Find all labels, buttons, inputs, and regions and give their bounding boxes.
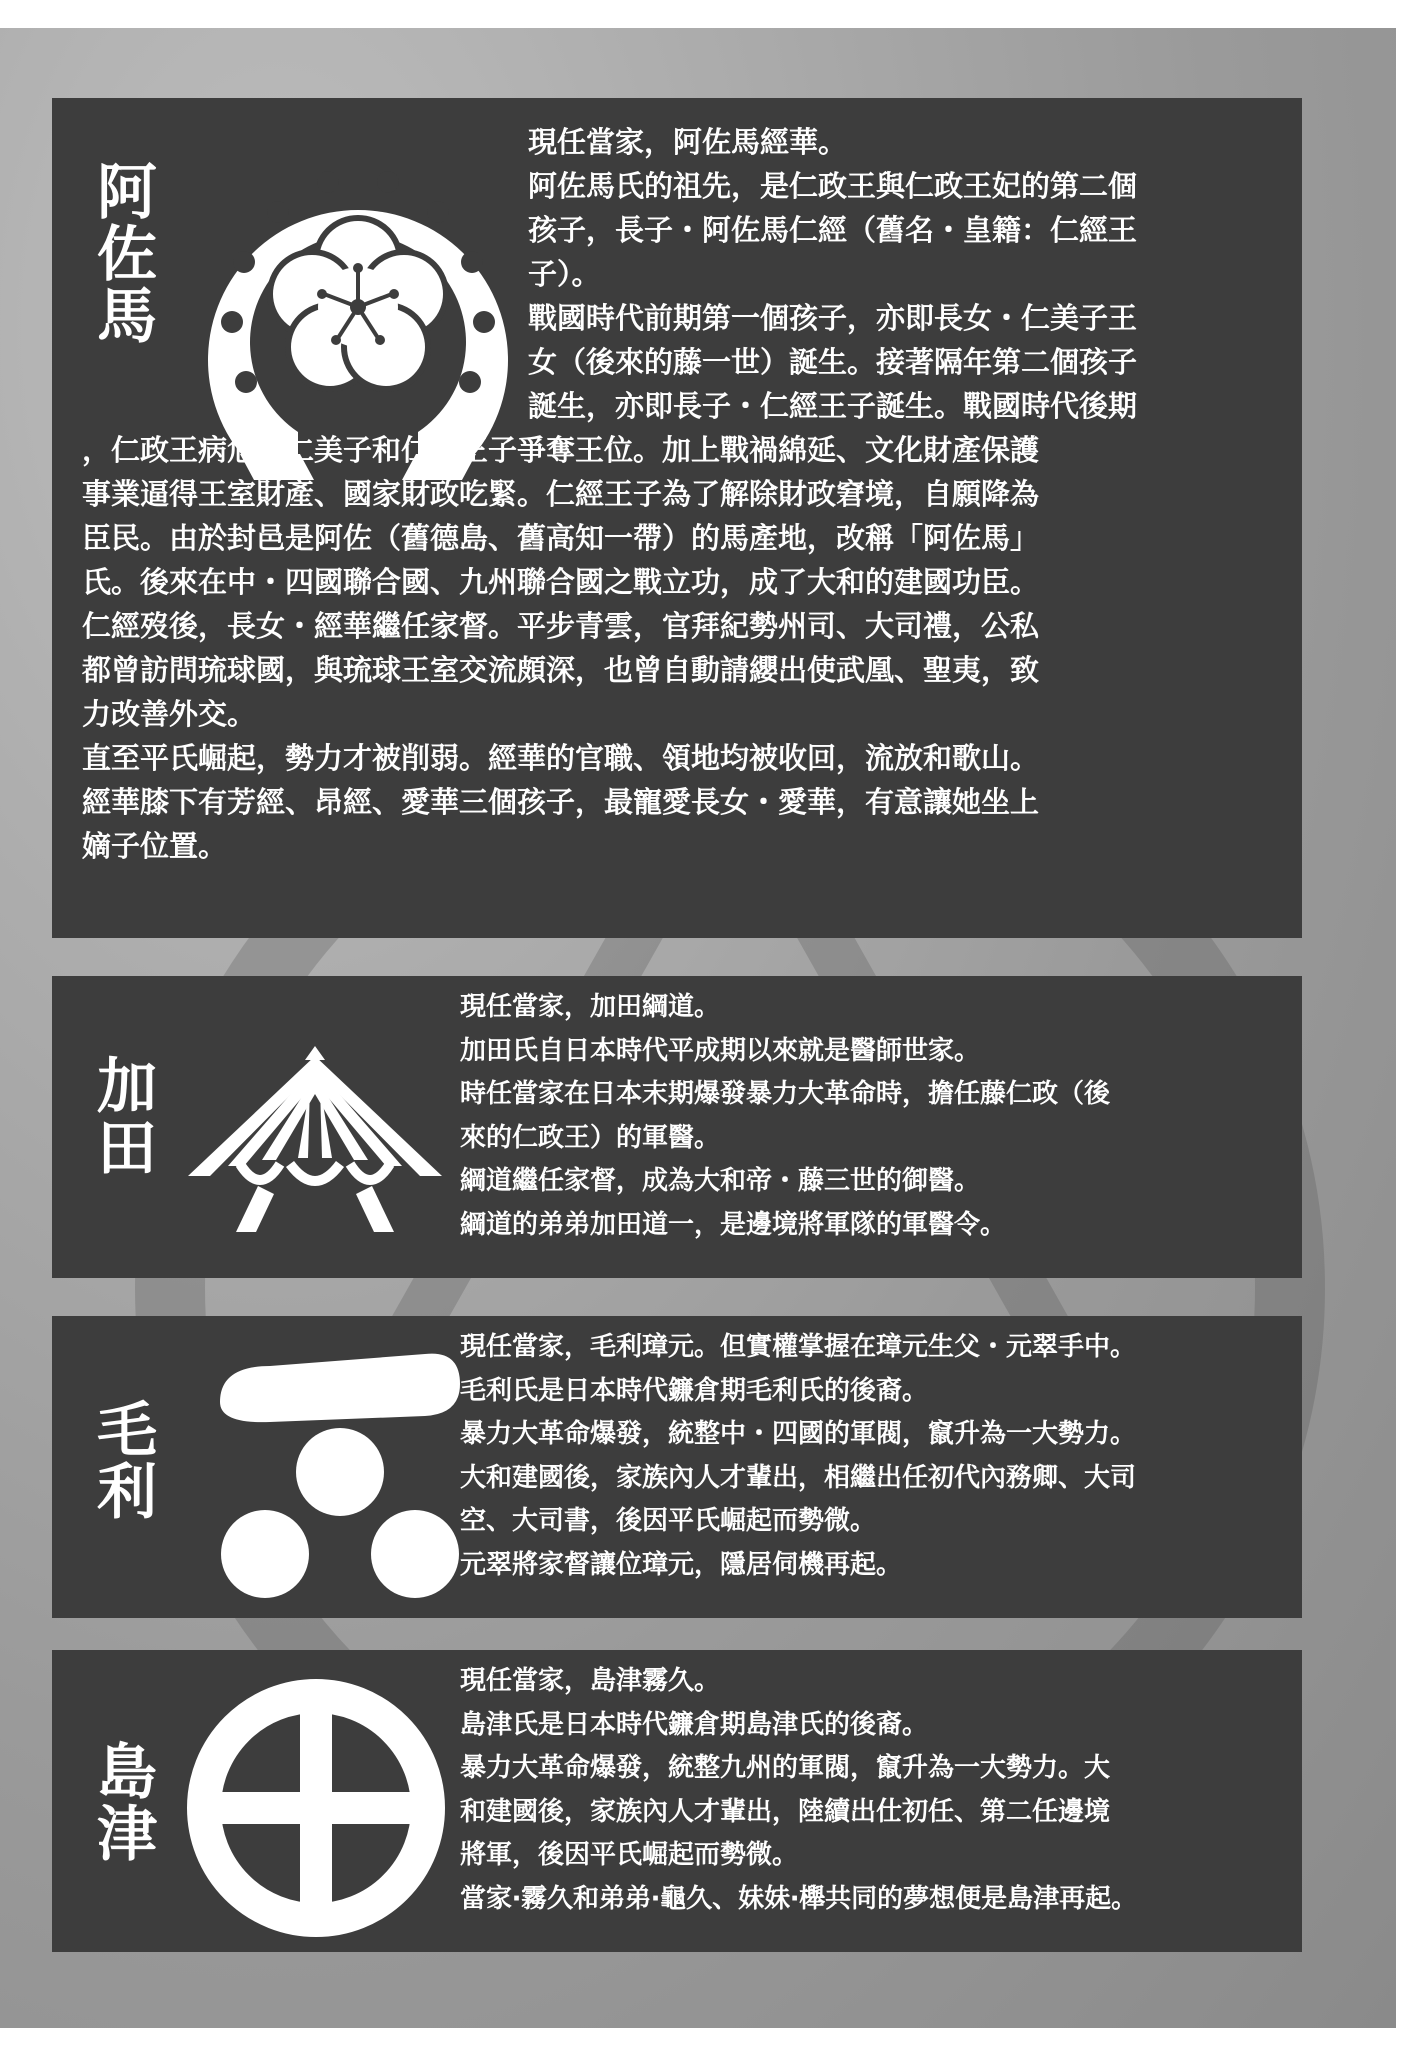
- text-line: 孩子，長子・阿佐馬仁經（舊名・皇籍：仁經王: [528, 213, 1138, 247]
- text-line: 子）。: [528, 257, 601, 291]
- clan-text-kada: [460, 986, 1290, 1247]
- folding-fan-mountain-crest-icon: [180, 1036, 450, 1236]
- clan-name-mori: 毛利: [87, 1398, 157, 1522]
- clan-panel-asama: [52, 98, 1302, 938]
- text-line: 元翠將家督讓位璋元，隱居伺機再起。: [460, 1549, 903, 1580]
- clan-name-shimazu: 島津: [87, 1740, 157, 1864]
- text-line: 經華膝下有芳經、昂經、愛華三個孩子，最寵愛長女・愛華，有意讓她坐上: [82, 785, 1040, 819]
- text-line: 直至平氏崛起，勢力才被削弱。經華的官職、領地均被收回，流放和歌山。: [82, 741, 1040, 775]
- text-line: 當家‧霧久和弟弟‧龜久、妹妹‧櫸共同的夢想便是島津再起。: [460, 1883, 1138, 1914]
- text-line: 嫡子位置。: [82, 829, 228, 863]
- clan-text-asama-lower: [82, 428, 1292, 868]
- clan-name-kada: 加田: [87, 1054, 157, 1178]
- text-line: 誕生，亦即長子・仁經王子誕生。戰國時代後期: [528, 389, 1138, 423]
- text-line: 都曾訪問琉球國，與琉球王室交流頗深，也曾自動請纓出使武凰、聖夷，致: [82, 653, 1040, 687]
- text-line: 戰國時代前期第一個孩子，亦即長女・仁美子王: [528, 301, 1138, 335]
- text-line: 女（後來的藤一世）誕生。接著隔年第二個孩子: [528, 345, 1138, 379]
- cross-in-circle-crest-icon: [186, 1678, 446, 1938]
- text-line: 暴力大革命爆發，統整九州的軍閥，竄升為一大勢力。大: [460, 1753, 1111, 1783]
- text-line: ，仁政王病危，仁美子和仁經王子爭奪王位。加上戰禍綿延、文化財產保護: [82, 433, 1040, 467]
- clan-text-mori: [460, 1326, 1300, 1587]
- text-line: 時任當家在日本末期爆發暴力大革命時，擔任藤仁政（後: [460, 1079, 1111, 1109]
- clan-panel-mori: [52, 1316, 1302, 1618]
- text-line: 仁經歿後，長女・經華繼任家督。平步青雲，官拜紀勢州司、大司禮，公私: [82, 609, 1040, 643]
- clan-text-shimazu: [460, 1660, 1300, 1921]
- text-line: 島津氏是日本時代鐮倉期島津氏的後裔。: [460, 1709, 929, 1740]
- text-line: 阿佐馬氏的祖先，是仁政王與仁政王妃的第二個: [528, 169, 1138, 203]
- text-line: 現任當家，阿佐馬經華。: [528, 125, 848, 159]
- clan-name-asama: 阿佐馬: [87, 160, 157, 346]
- text-line: 加田氏自日本時代平成期以來就是醫師世家。: [460, 1035, 981, 1066]
- text-line: 臣民。由於封邑是阿佐（舊德島、舊高知一帶）的馬產地，改稱「阿佐馬」: [82, 521, 1040, 555]
- text-line: 空、大司書，後因平氏崛起而勢微。: [460, 1506, 877, 1536]
- ichimonji-three-stars-crest-icon: [210, 1344, 472, 1604]
- clan-panel-shimazu: [52, 1650, 1302, 1952]
- text-line: 現任當家，島津霧久。: [460, 1666, 721, 1696]
- text-line: 大和建國後，家族內人才輩出，相繼出任初代內務卿、大司: [460, 1462, 1137, 1493]
- text-line: 綱道的弟弟加田道一，是邊境將軍隊的軍醫令。: [460, 1209, 1007, 1240]
- text-line: 綱道繼任家督，成為大和帝・藤三世的御醫。: [460, 1166, 981, 1196]
- text-line: 力改善外交。: [82, 697, 257, 731]
- clan-panel-kada: [52, 976, 1302, 1278]
- text-line: 氏。後來在中・四國聯合國、九州聯合國之戰立功，成了大和的建國功臣。: [82, 565, 1040, 599]
- text-line: 和建國後，家族內人才輩出，陸續出仕初任、第二任邊境: [460, 1796, 1111, 1827]
- text-line: 現任當家，毛利璋元。但實權掌握在璋元生父・元翠手中。: [460, 1332, 1137, 1362]
- clan-text-asama-upper: [528, 120, 1288, 428]
- text-line: 暴力大革命爆發，統整中・四國的軍閥，竄升為一大勢力。: [460, 1419, 1137, 1449]
- text-line: 毛利氏是日本時代鐮倉期毛利氏的後裔。: [460, 1375, 929, 1406]
- text-line: 將軍，後因平氏崛起而勢微。: [460, 1840, 799, 1870]
- text-line: 事業逼得王室財產、國家財政吃緊。仁經王子為了解除財政窘境，自願降為: [82, 477, 1040, 511]
- text-line: 現任當家，加田綱道。: [460, 992, 721, 1022]
- text-line: 來的仁政王）的軍醫。: [460, 1122, 721, 1153]
